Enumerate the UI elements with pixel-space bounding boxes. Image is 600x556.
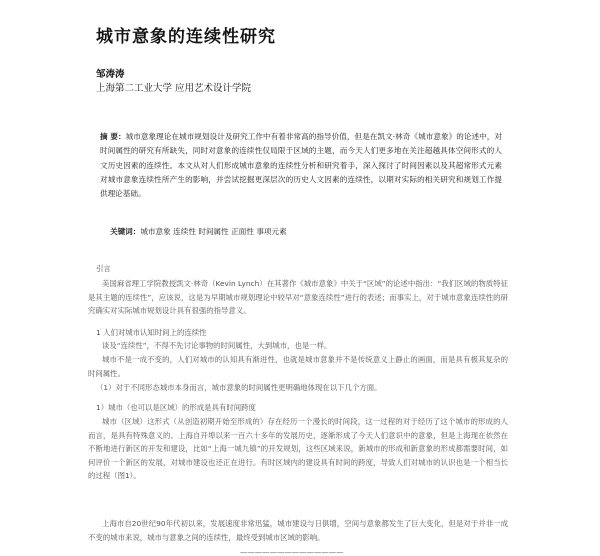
keywords-line [110,226,287,237]
body-paragraph: 谈及“连续性”，不得不先讨论事物的时间属性，大到城市，也是一样。 [102,341,332,350]
page-bottom-text: —————————————— [240,548,344,556]
body-paragraph: 美国麻省理工学院教授凯文·林奇（Kevin Lynch）在其著作《城市意象》中关于“区域”的论述中指出：“我们区域的物质特征是其主题的连续性”，应该说，这是为早期城市规划理论中较早对“意象连续性”进行的表述；而事实上，对于城市意象连续性的研究确实对实际城市规划设计具有很强的指导意义。 [88,279,508,315]
keywords-text: 城市意象 连续性 时间属性 正面性 事项元素 [140,227,287,236]
author-affiliation: 上海第二工业大学 应用艺术设计学院 [96,83,252,94]
subsection-heading: 1）城市（也可以是区域）的形成是具有时间跨度 [96,403,256,412]
abstract-text: 城市意象理论在城市规划设计及研究工作中有着非常高的指导价值，但是在凯文·林奇《城市意象》的论述中，对时间属性的研究有所缺失，同时对意象的连续性仅局限于区域的主题，而今天人们更多地在关注超越具体空间形式的人文历史因素的连续性。本文从对人们形成城市意象的连续性分析和研究着手，深入探讨了时间因素以及其超常形式元素对城市意象连续性所产生的影响，并尝试挖掘更深层次的历史人文因素的连续性，以期对实际的相关研究和规划工作提供理论基础。 [100,132,502,199]
body-paragraph: 上海市自20世纪90年代初以来，发展速度非常迅猛，城市建设与日俱增，空间与意象都发生了巨大变化，但是对于并非一成不变的城市来说，城市与意象之间的连续性，最终受到城市区域的影响。 [88,519,508,542]
keywords-label: 关键词： [110,227,141,236]
author-name: 邹涛涛 [96,69,125,80]
body-paragraph: 城市（区域）这形式（从创造初期开始至形成的）存在经历一个漫长的时间段，这一过程的对于经历了这个城市的形成的人而言，是具有特殊意义的。上海自开埠以来一百六十多年的发展历史，逐渐形成了今天人们意识中的意象，但是上海现在依然在不断地进行新区的开发和建设，比如“上海一城九镇”的开发规划，这些区域来说，新城市的形成和新意象的形成都需要时间，如何评价一个新区的发展，对城市建设也还正在进行。有时区域内的建设具有时间的跨度，导致人们对城市的认识也是一个相当长的过程（图1）。 [88,417,508,480]
paper-title: 城市意象的连续性研究 [96,27,276,47]
body-paragraph: （1）对于不同形态城市本身而言，城市意象的时间属性更明确地体现在以下几个方面。 [96,383,382,392]
section-heading: 1 人们对城市认知时间上的连续性 [96,328,207,337]
body-paragraph: 城市不是一成不变的，人们对城市的认知具有渐进性，也就是城市意象并不是传统意义上静止的画面，而是具有极其复杂的时间属性。 [88,355,508,378]
intro-heading: 引言 [96,264,111,273]
abstract-block [100,130,502,201]
abstract-label: 摘 要： [100,132,126,141]
